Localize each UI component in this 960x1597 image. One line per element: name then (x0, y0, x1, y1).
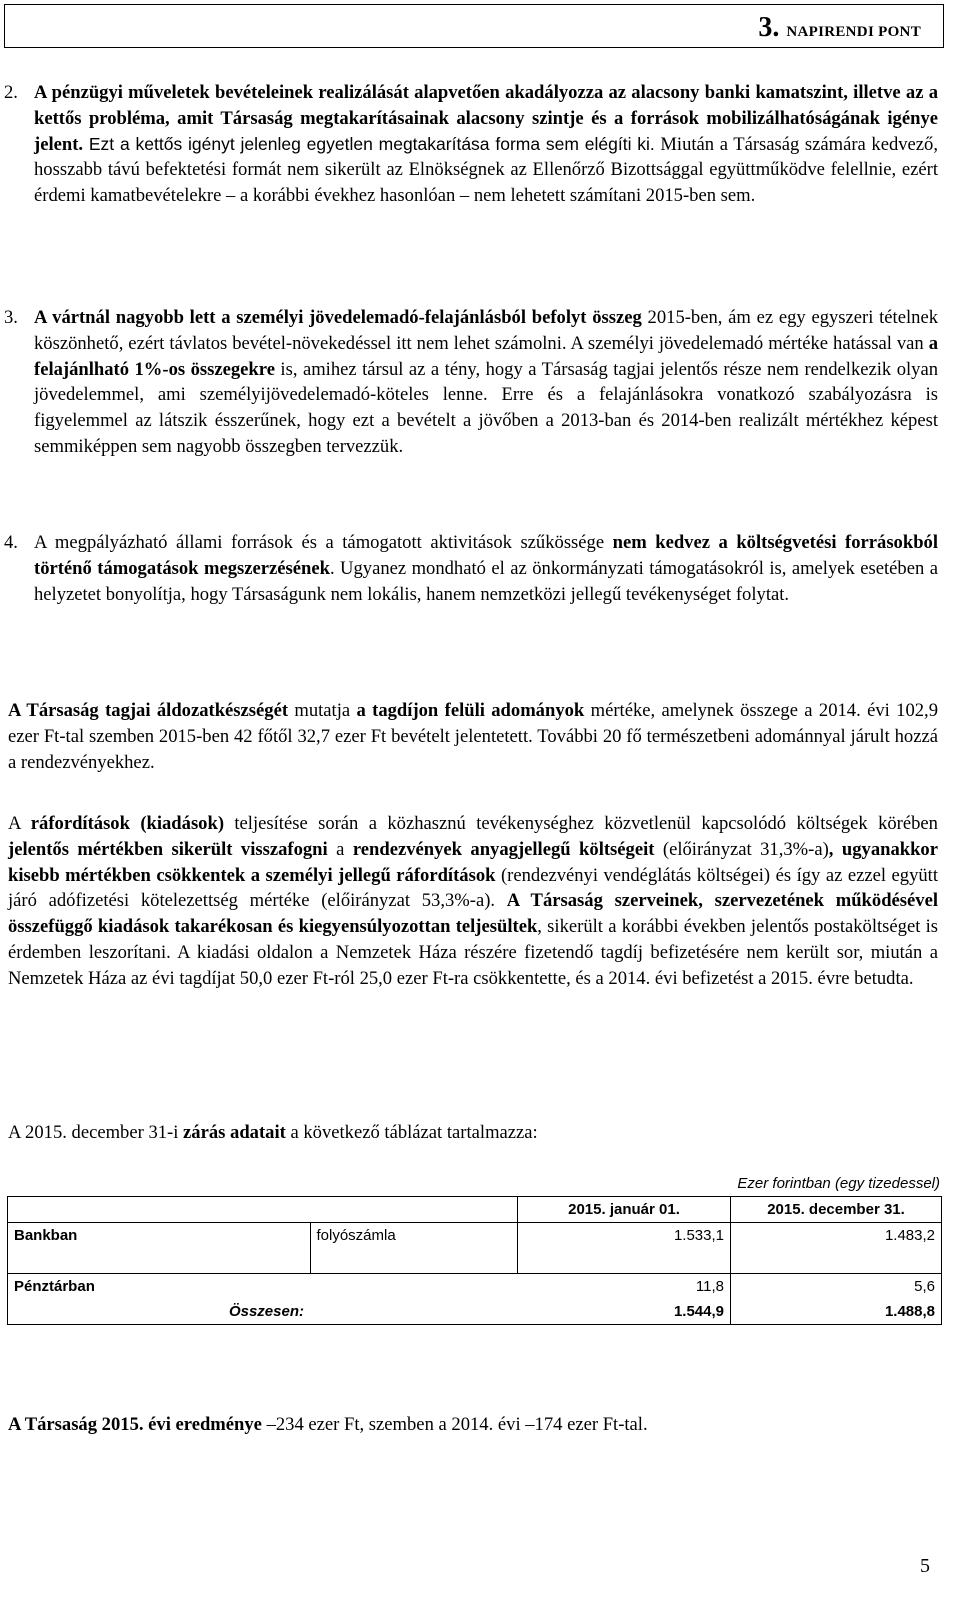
value-end: 1.483,2 (731, 1223, 942, 1249)
table-caption-text: Ezer forintban (egy tizedessel) (737, 1175, 940, 1192)
expenses-paragraph (8, 811, 938, 992)
para1-bold2: a tagdíjon felüli adományok (356, 700, 585, 721)
para3-text2: a következő táblázat tartalmazza: (285, 1122, 538, 1143)
table-header-row (8, 1197, 942, 1223)
item2-sans-text: Ezt a kettős igényt jelenleg egyetlen megtakarítása forma sem elégíti ki. (83, 133, 655, 154)
closing-data-intro (8, 1120, 938, 1146)
para2-text2: teljesítése során a közhasznú tevékenységhez közvetlenül kapcsolódó költségek körében (224, 813, 938, 834)
table-cell (310, 1197, 518, 1223)
para1-bold: A Társaság tagjai áldozatkészségét (8, 700, 289, 721)
para3-text: A 2015. december 31-i (8, 1122, 184, 1143)
table-cell (310, 1299, 518, 1325)
closing-balance-table (7, 1196, 942, 1325)
item4-text: A megpályázható állami források és a támogatott aktivitások szűkössége (34, 532, 613, 553)
item3-text2: is, amihez társul az a tény, hogy a Társaság tagjai jelentős része nem rendelkezik olyan jövedelemmel, ami személyijövedelemadó-köteles lenne. Erre és a felajánlásokra vonatkozó szabályozásra is figyelemmel az látszik ésszerűnek, hogy ezt a bevételt a jövőben a 2013-ban és 2014-ben realizált mértékhez képest semmiképpen sem nagyobb összegben tervezzük. (34, 358, 938, 457)
row-label: Pénztárban (8, 1274, 311, 1300)
list-item-number: 3. (4, 307, 18, 328)
para3-bold: zárás adatait (183, 1122, 286, 1143)
para2-bold3: rendezvények anyagjellegű költségeit (352, 838, 655, 860)
row-sublabel (310, 1274, 518, 1300)
value-start: 11,8 (518, 1274, 731, 1300)
list-item-4 (4, 530, 938, 607)
table-cell (8, 1248, 311, 1274)
item3-bold2: a felajánlható 1%-os összegekre (34, 332, 938, 380)
total-label: Összesen: (8, 1299, 311, 1325)
para2-bold2: jelentős mértékben sikerült visszafogni (8, 838, 328, 860)
para2-text4: (előirányzat 31,3%-a) (654, 838, 829, 860)
donations-paragraph (8, 698, 938, 775)
para2-text5: (rendezvényi vendéglátás költségei) és így az ezzel együtt járó adófizetési kötelezettség mértéke (előirányzat 53,3%-a). (8, 864, 938, 912)
table-cell (731, 1248, 942, 1274)
agenda-point-text: NAPIRENDI PONT (786, 24, 921, 40)
result-text: –234 ezer Ft, szemben a 2014. évi –174 ezer Ft-tal. (261, 1414, 648, 1435)
header-box (4, 4, 944, 48)
list-item-3 (4, 305, 938, 460)
list-item-number: 2. (4, 82, 18, 103)
para2-bold4: , ugyanakkor kisebb mértékben csökkentek a személyi jellegű ráfordítások (8, 838, 938, 886)
page-number: 5 (920, 1555, 930, 1577)
para2-text: A (8, 813, 31, 834)
item3-bold: A vártnál nagyobb lett a személyi jövedelemadó-felajánlásból befolyt összeg (34, 307, 642, 328)
row-label: Bankban (8, 1223, 311, 1249)
table-cell (310, 1248, 518, 1274)
table-cell (8, 1197, 311, 1223)
column-header-start: 2015. január 01. (518, 1197, 731, 1223)
agenda-point-number: 3. (758, 12, 780, 43)
result-bold: A Társaság 2015. évi eredménye (8, 1414, 262, 1435)
total-end: 1.488,8 (731, 1299, 942, 1325)
para2-text6: , sikerült a korábbi években jelentős postaköltséget is érdemben leszorítani. A kiadási oldalon a Nemzetek Háza részére fizetendő tagdíj befizetésére nem került sor, miután a Nemzetek Háza az évi tagdíjat 50,0 ezer Ft-ról 25,0 ezer Ft-ra csökkentette, és a 2014. évi befizetést a 2015. évre betudta. (8, 916, 939, 989)
item4-bold: nem kedvez a költségvetési forrásokból történő támogatások megszerzésének (34, 532, 938, 579)
column-header-end: 2015. december 31. (731, 1197, 942, 1223)
table-total-row (8, 1299, 942, 1325)
table-row (8, 1223, 942, 1249)
para1-text: mutatja (288, 700, 357, 721)
para1-text2: mértéke, amelynek összege a 2014. évi 102,9 ezer Ft-tal szemben 2015-ben 42 főtől 32,7 ezer Ft bevételt jelentetett. További 20 fő természetbeni adománnyal járult hozzá a rendezvényekhez. (8, 700, 938, 773)
table-caption (737, 1175, 940, 1192)
item4-text2: . Ugyanez mondható el az önkormányzati támogatásokról is, amelyek esetében a helyzetet bonyolítja, hogy Társaságunk nem lokális, hanem nemzetközi jellegű tevékenységet folytat. (34, 557, 938, 605)
result-paragraph (8, 1412, 938, 1438)
list-item-2 (4, 80, 938, 209)
list-item-number: 4. (4, 532, 18, 553)
para2-bold5: A Társaság szerveinek, szervezetének működésével összefüggő kiadások takarékosan és kiegyensúlyozottan teljesültek (8, 890, 938, 938)
value-end: 5,6 (731, 1274, 942, 1300)
para2-bold: ráfordítások (kiadások) (30, 813, 225, 834)
item2-bold: A pénzügyi műveletek bevételeinek realizálását alapvetően akadályozza az alacsony banki kamatszint, illetve az a kettős probléma, amit Társaság megtakarításainak alacsony szintje és a források mobilizálhatóságának igénye jelent. (34, 82, 938, 155)
item2-text: Miután a Társaság számára kedvező, hosszabb távú befektetési formát nem sikerült az Elnökségnek az Ellenőrző Bizottsággal együttműködve felellnie, ezért érdemi kamatbevételekre – a korábbi évekhez hasonlóan – nem lehetett számítani 2015-ben sem. (34, 133, 938, 207)
para2-text3: a (327, 838, 353, 860)
table-row-spacer (8, 1248, 942, 1274)
row-sublabel: folyószámla (310, 1223, 518, 1249)
item3-text: 2015-ben, ám ez egy egyszeri tételnek köszönhető, ezért távlatos bevétel-növekedéssel itt nem lehet számolni. A személyi jövedelemadó mértéke hatással van (34, 307, 938, 354)
agenda-point-label (758, 13, 921, 47)
table-row (8, 1274, 942, 1300)
total-start: 1.544,9 (518, 1299, 731, 1325)
value-start: 1.533,1 (518, 1223, 731, 1249)
table-cell (518, 1248, 731, 1274)
